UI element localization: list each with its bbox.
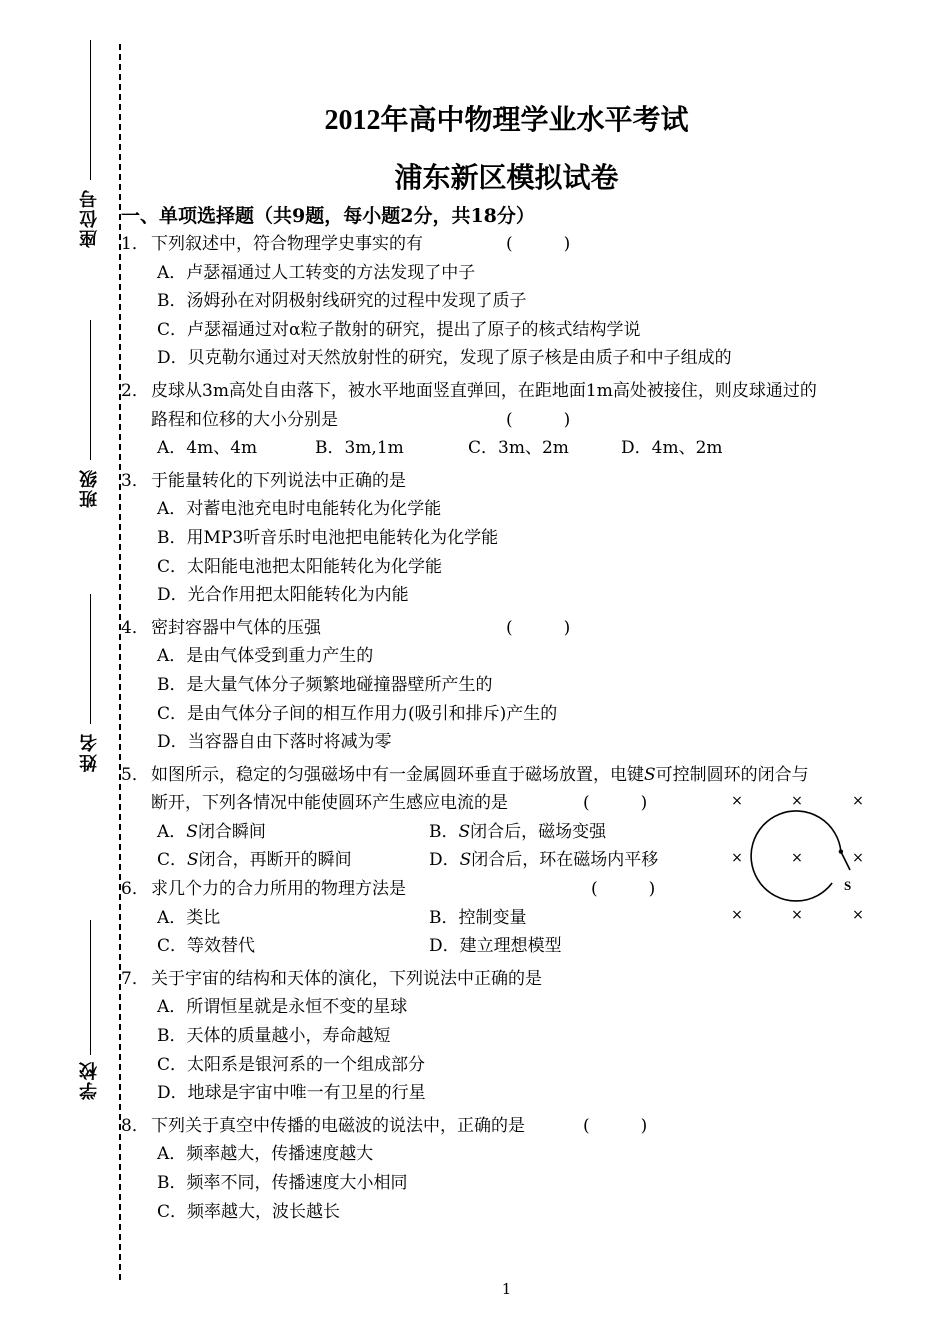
- question-number: 4．: [121, 617, 149, 638]
- question-stem: [121, 614, 901, 643]
- switch-blade: [841, 852, 850, 870]
- question-7: [121, 965, 901, 1108]
- question-number: 6．: [121, 879, 149, 900]
- option-b: B．用MP3听音乐时电池把电能转化为化学能: [157, 527, 499, 548]
- field-cross-icon: ×: [731, 907, 743, 923]
- option-a: A．类比: [157, 907, 221, 928]
- option-c: C．3m、2m: [468, 438, 569, 459]
- exam-subtitle: 浦东新区模拟试卷: [394, 163, 619, 194]
- class-field: [60, 320, 106, 540]
- seat-label: 座位号: [79, 188, 100, 248]
- question-text: 皮球从3m高处自由落下，被水平地面竖直弹回，在距地面1m高处被接住，则皮球通过的: [151, 380, 817, 401]
- answer-blank[interactable]: ( ): [506, 409, 571, 430]
- option-b: B．是大量气体分子频繁地碰撞器壁所产生的: [157, 674, 493, 695]
- question-stem: [121, 965, 901, 994]
- option-b: B．3m,1m: [315, 438, 404, 459]
- question-number: 2．: [121, 380, 149, 401]
- question-1: [121, 230, 901, 373]
- option-text: 闭合瞬间: [197, 821, 266, 842]
- binding-margin: [60, 30, 130, 1280]
- option-d: D．贝克勒尔通过对天然放射性的研究，发现了原子核是由质子和中子组成的: [157, 348, 732, 369]
- magnetic-field-figure: [722, 786, 872, 928]
- name-rule: [90, 594, 91, 724]
- switch-symbol: S: [644, 764, 656, 785]
- question-text: 求几个力的合力所用的物理方法是: [151, 879, 406, 900]
- question-text: 路程和位移的大小分别是: [151, 409, 338, 430]
- field-cross-icon: ×: [852, 907, 864, 923]
- option-d: D．4m、2m: [621, 438, 723, 459]
- field-cross-icon: ×: [791, 850, 803, 866]
- question-2: [121, 377, 901, 463]
- field-cross-icon: ×: [852, 850, 864, 866]
- field-cross-icon: ×: [791, 907, 803, 923]
- answer-blank[interactable]: ( ): [591, 879, 656, 900]
- option-a: A．4m、4m: [157, 438, 258, 459]
- seat-field: [60, 40, 106, 250]
- option-a: A．对蓄电池充电时电能转化为化学能: [157, 499, 442, 520]
- options-row: [121, 932, 901, 961]
- option-label: A．: [157, 821, 187, 842]
- question-stem: [121, 761, 901, 790]
- question-stem-cont: [121, 406, 901, 435]
- option-a: A．频率越大，传播速度越大: [157, 1144, 374, 1165]
- school-rule: [90, 920, 91, 1055]
- question-text: 关于宇宙的结构和天体的演化，下列说法中正确的是: [151, 968, 542, 989]
- option-d: D．地球是宇宙中唯一有卫星的行星: [157, 1083, 426, 1104]
- option-text: 闭合，再断开的瞬间: [198, 850, 352, 871]
- option-text: 闭合后，环在磁场内平移: [471, 850, 659, 871]
- switch-symbol: S: [186, 821, 198, 842]
- exam-title: 2012年高中物理学业水平考试: [324, 105, 689, 136]
- question-text: 断开，下列各情况中能使圆环产生感应电流的是: [151, 793, 508, 814]
- option-b: B．汤姆孙在对阴极射线研究的过程中发现了质子: [157, 291, 527, 312]
- option-c: C．太阳能电池把太阳能转化为化学能: [157, 556, 443, 577]
- question-stem: [121, 1112, 901, 1141]
- option-d: D．建立理想模型: [429, 936, 562, 957]
- school-label: 学校: [79, 1060, 100, 1100]
- field-cross-icon: ×: [791, 793, 803, 809]
- question-number: 8．: [121, 1115, 149, 1136]
- question-number: 7．: [121, 968, 149, 989]
- answer-blank[interactable]: ( ): [583, 793, 648, 814]
- option-b: [429, 818, 606, 847]
- section-heading: 一、单项选择题（共9题，每小题2分，共18分）: [121, 205, 535, 227]
- field-cross-icon: ×: [852, 793, 864, 809]
- answer-blank[interactable]: ( ): [506, 234, 571, 254]
- option-b: B．控制变量: [429, 907, 527, 928]
- option-b: B．频率不同，传播速度大小相同: [157, 1173, 408, 1193]
- question-area: [121, 202, 901, 1226]
- option-text: 闭合后，磁场变强: [470, 821, 607, 842]
- question-text: 下列叙述中，符合物理学史事实的有: [151, 234, 423, 254]
- question-stem: [121, 467, 901, 496]
- question-stem: [121, 377, 901, 406]
- question-3: [121, 467, 901, 610]
- option-d: [429, 846, 658, 875]
- option-label: D．: [429, 850, 460, 871]
- field-cross-icon: ×: [731, 793, 743, 809]
- option-c: C．太阳系是银河系的一个组成部分: [157, 1054, 426, 1075]
- switch-label: S: [844, 878, 852, 893]
- option-a: A．卢瑟福通过人工转变的方法发现了中子: [157, 262, 476, 283]
- question-number: 1．: [121, 234, 149, 254]
- question-text: 如图所示，稳定的匀强磁场中有一金属圆环垂直于磁场放置，电键: [151, 764, 644, 785]
- switch-symbol: S: [458, 821, 471, 842]
- school-field: [60, 920, 106, 1140]
- answer-blank[interactable]: ( ): [583, 1115, 648, 1136]
- option-c: C．是由气体分子间的相互作用力(吸引和排斥)产生的: [157, 703, 558, 724]
- option-label: B．: [429, 821, 459, 842]
- question-number: 5．: [121, 764, 149, 785]
- option-a: A．所谓恒星就是永恒不变的星球: [157, 997, 408, 1018]
- answer-blank[interactable]: ( ): [506, 617, 571, 638]
- question-text: 下列关于真空中传播的电磁波的说法中，正确的是: [151, 1115, 525, 1136]
- option-c: C．频率越大，波长越长: [157, 1201, 341, 1222]
- question-stem: [121, 230, 901, 259]
- name-label: 姓名: [79, 732, 100, 772]
- options-row: [121, 434, 901, 463]
- field-cross-icon: ×: [731, 850, 743, 866]
- option-d: D．当容器自由下落时将减为零: [157, 732, 392, 753]
- option-b: B．天体的质量越小，寿命越短: [157, 1026, 391, 1047]
- question-text: 密封容器中气体的压强: [151, 617, 321, 638]
- option-c: C．卢瑟福通过对α粒子散射的研究，提出了原子的核式结构学说: [157, 319, 641, 340]
- name-field: [60, 594, 106, 814]
- class-rule: [90, 320, 91, 460]
- question-8: [121, 1112, 901, 1226]
- question-text: 于能量转化的下列说法中正确的是: [151, 470, 406, 491]
- option-label: C．: [157, 850, 188, 871]
- option-a: A．是由气体受到重力产生的: [157, 646, 374, 667]
- question-4: [121, 614, 901, 757]
- question-text: 可控制圆环的闭合与: [655, 764, 809, 785]
- question-number: 3．: [121, 470, 149, 491]
- option-a: [157, 818, 429, 847]
- page-number: 1: [501, 1280, 512, 1298]
- switch-symbol: S: [187, 850, 199, 871]
- option-c: [157, 846, 429, 875]
- option-c: C．等效替代: [157, 936, 256, 957]
- switch-symbol: S: [459, 850, 472, 871]
- class-label: 班级: [79, 468, 100, 508]
- option-d: D．光合作用把太阳能转化为内能: [157, 585, 409, 606]
